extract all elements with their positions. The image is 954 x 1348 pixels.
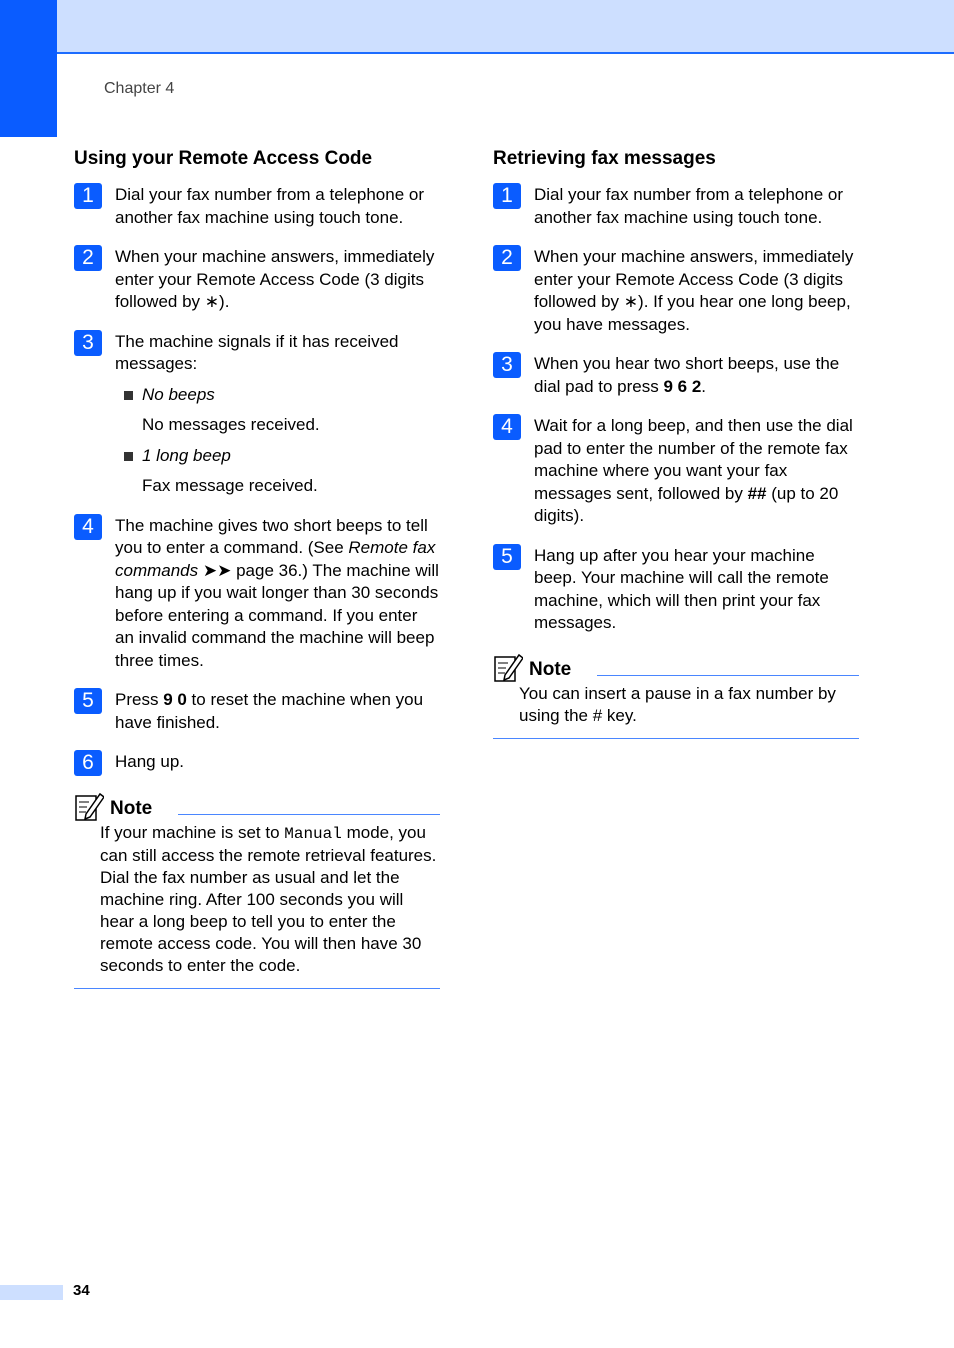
note-rule [178, 814, 440, 815]
mode-name: Manual [284, 824, 342, 843]
step-text: Hang up. [115, 752, 184, 771]
step-text-end: (up to 20 digits). [534, 483, 839, 525]
note-pencil-icon [74, 792, 104, 822]
step-number: 3 [74, 330, 102, 356]
step-text-end: to reset the machine when you have finished. [115, 690, 424, 732]
step-number: 5 [74, 688, 102, 714]
sub-item-desc: No messages received. [142, 415, 320, 434]
step-text-end: . [701, 376, 707, 396]
step-5 [74, 689, 440, 734]
step-number: 5 [493, 544, 521, 570]
step-text-end: ). If you hear one long beep, you have messages. [534, 292, 851, 334]
cross-reference-link[interactable]: Remote fax commands [115, 538, 436, 580]
step-text: Hang up after you hear your machine beep. Your machine will call the remote machine, which will then print your fax messages. [534, 545, 829, 632]
step-3 [493, 353, 859, 398]
note-header [493, 653, 859, 683]
section-title-retrieving: Retrieving fax messages [493, 148, 716, 169]
step-number: 1 [493, 183, 521, 209]
sub-item-title: 1 long beep [142, 445, 231, 465]
note-label: Note [529, 658, 572, 680]
chapter-label: Chapter 4 [104, 80, 175, 97]
sub-item-title: No beeps [142, 384, 215, 404]
step-number: 4 [74, 514, 102, 540]
note-text: You can insert a pause in a fax number by using the # key. [493, 683, 859, 739]
bullet-square-icon [124, 452, 133, 461]
star-symbol: ∗ [623, 292, 639, 311]
step-text: When your machine answers, immediately enter your Remote Access Code (3 digits followed by [115, 247, 435, 311]
step-4 [493, 415, 859, 528]
step-text-end: page 36.) The machine will hang up if you wait longer than 30 seconds before entering a command. If you enter an invalid command the machine will beep three times. [115, 560, 439, 670]
note-rule [597, 675, 859, 676]
note-pencil-icon [493, 653, 523, 683]
step-number: 2 [74, 245, 102, 271]
step-text: Wait for a long beep, and then use the dial pad to enter the number of the remote fax machine where you want your fax messages sent, followed by [534, 416, 853, 503]
step-text: The machine signals if it has received messages: [115, 331, 399, 373]
key-sequence: 9 6 2 [663, 376, 702, 396]
note-header [74, 792, 440, 822]
step-number: 2 [493, 245, 521, 271]
step-number: 1 [74, 183, 102, 209]
note-text-part: If your machine is set to [100, 822, 285, 842]
step-text-end: ). [219, 292, 230, 311]
step-4 [74, 515, 440, 673]
step-1 [493, 184, 859, 229]
left-column [74, 148, 440, 989]
note-text [74, 822, 440, 989]
step-number: 3 [493, 352, 521, 378]
section-title-remote-access: Using your Remote Access Code [74, 148, 373, 169]
step-number: 4 [493, 414, 521, 440]
star-symbol: ∗ [204, 292, 220, 311]
step-text: Dial your fax number from a telephone or another fax machine using touch tone. [115, 185, 424, 227]
note-label: Note [110, 797, 153, 819]
sub-item-long-beep [115, 445, 440, 498]
step-6 [74, 751, 440, 774]
note-box [74, 792, 440, 989]
step-text: The machine gives two short beeps to tell you to enter a command. (See [115, 515, 428, 557]
step-2 [493, 246, 859, 336]
header-band [57, 0, 954, 54]
right-column [493, 148, 859, 739]
note-text-part: mode, you can still access the remote retrieval features. Dial the fax number as usual and let the machine ring. After 100 seconds you will hear a long beep to tell you to enter the remote access code. You will then have 30 seconds to enter the code. [100, 822, 437, 975]
step-text: Press [115, 690, 164, 709]
note-box [493, 653, 859, 739]
step-5 [493, 545, 859, 635]
step-text: When your machine answers, immediately enter your Remote Access Code (3 digits followed by [534, 247, 854, 311]
chapter-tab [0, 0, 57, 137]
step-text: Dial your fax number from a telephone or another fax machine using touch tone. [534, 185, 843, 227]
arrows-icon: ➤➤ [202, 560, 232, 580]
bullet-square-icon [124, 391, 133, 400]
sub-item-desc: Fax message received. [142, 476, 318, 495]
step-1 [74, 184, 440, 229]
step-2 [74, 246, 440, 314]
step-text: When you hear two short beeps, use the dial pad to press [534, 354, 840, 396]
page-number-tab [0, 1285, 63, 1300]
key-sequence: ## [747, 483, 767, 503]
step-3 [74, 331, 440, 498]
step-number: 6 [74, 750, 102, 776]
sub-item-no-beeps [115, 384, 440, 437]
page-number: 34 [73, 1282, 90, 1299]
key-sequence: 9 0 [163, 690, 187, 709]
